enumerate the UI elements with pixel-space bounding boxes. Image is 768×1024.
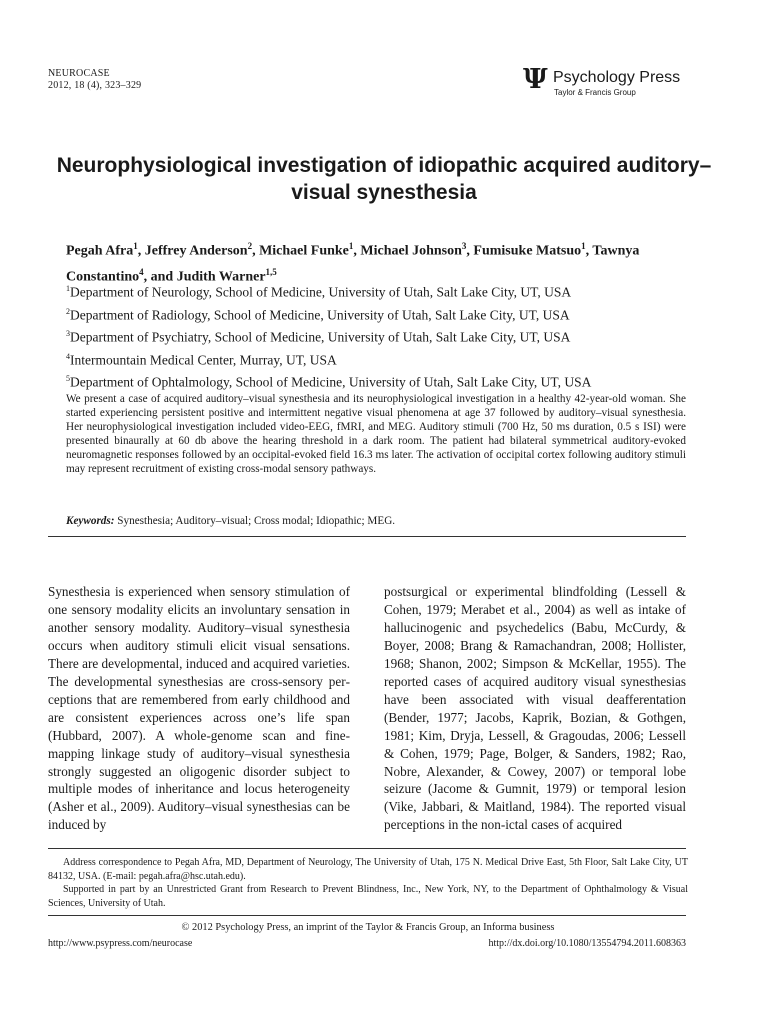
affiliation-text: Department of Ophtalmology, School of Medicine, University of Utah, Salt Lake City, UT, USA	[70, 374, 592, 390]
affiliation-item	[66, 369, 706, 392]
publisher-name: Psychology Press	[553, 69, 681, 86]
correspondence-note: Address correspondence to Pegah Afra, MD, Department of Neurology, The University of Utah, 175 N. Medical Drive East, 5th Floor, Salt Lake City, UT 84132, USA. (E-mail: pegah.afra@hsc.utah.edu).	[48, 857, 688, 882]
author-affiliation-marker: 1	[133, 241, 138, 251]
affiliation-list	[66, 279, 706, 392]
affiliation-marker: 2	[66, 306, 70, 316]
affiliation-marker: 1	[66, 284, 70, 293]
body-column-right: postsurgical or experimental blindfolding (Lessell & Cohen, 1979; Merabet et al., 2004) as well as intake of hallucinogenic and psychedelics (Babu, McCurdy, & Boyer, 2008; Brang & Ramachandran, 2008; Hollister, 1968; Shanon, 2002; Simpson & McKellar, 1955). The reported cases of acquired auditory visual synesthesias have been associated with visual deafferentation (Bender, 1977; Jacobs, Kaprik, Bozian, & Gothgen, 1981; Kim, Dryja, Lessell, & Gragoudas, 2006; Lessell & Cohen, 1979; Page, Bolger, & Sanders, 1982; Rao, Nobre, Alexander, & Cowey, 2007) or temporal lobe seizure (Jacome & Gumnit, 1979) or temporal lesion (Vike, Jabbari, & Maitland, 1984). The reported visual perceptions in the non-ictal cases of acquired	[384, 584, 686, 833]
author-name: Judith Warner	[176, 269, 266, 285]
keywords	[66, 514, 686, 528]
author-separator: ,	[466, 243, 474, 259]
author-separator: ,	[353, 243, 361, 259]
author-affiliation-marker: 1	[581, 241, 586, 251]
affiliation-text: Department of Radiology, School of Medicine, University of Utah, Salt Lake City, UT, USA	[70, 307, 570, 322]
body-column-left: Synesthesia is experienced when sensory stimulation of one sensory modality elicits an involuntary sensation in another sensory modality. Auditory–visual synesthesia occurs when auditory stimuli elicit visual sensations. There are developmental, induced and acquired varieties. The developmental synesthesias are cross-sensory perceptions that are remembered from early childhood and are consistent experiences across one’s life span (Hubbard, 2007). A whole-genome scan and fine-mapping linkage study of auditory–visual synesthesia strongly suggested an oligogenic disorder subject to multiple modes of inheritance and locus heterogeneity (Asher et al., 2009). Auditory–visual synesthesias can be induced by	[48, 584, 350, 833]
author-name: Jeffrey Anderson	[144, 243, 248, 259]
journal-citation	[48, 68, 141, 92]
author-affiliation-marker: 3	[461, 241, 467, 251]
author-separator: , and	[143, 269, 177, 285]
author-affiliation-marker: 4	[139, 266, 144, 277]
author-separator: ,	[252, 243, 260, 259]
journal-url-link[interactable]: http://www.psypress.com/neurocase	[48, 938, 193, 949]
journal-name: NEUROCASE	[48, 68, 110, 79]
author-name: Michael Funke	[259, 243, 349, 259]
keywords-text: Synesthesia; Auditory–visual; Cross modal; Idiopathic; MEG.	[117, 515, 396, 527]
affiliation-text: Department of Psychiatry, School of Medicine, University of Utah, Salt Lake City, UT, USA	[70, 329, 571, 345]
affiliation-item	[66, 302, 706, 325]
divider-line	[48, 848, 686, 849]
author-name: Fumisuke Matsuo	[473, 243, 582, 259]
divider-line	[48, 915, 686, 916]
funding-note: Supported in part by an Unrestricted Grant from Research to Prevent Blindness, Inc., New York, NY, to the Department of Ophthalmology & Visual Sciences, University of Utah.	[48, 884, 688, 909]
abstract: We present a case of acquired auditory–visual synesthesia and its neurophysiological investigation in a healthy 42-year-old woman. She started experiencing persistent positive and intermittent negative visual phenomena at age 37 followed by auditory–visual synesthesia. Her neurophysiological investigation included video-EEG, fMRI, and MEG. Auditory stimuli (700 Hz, 50 ms duration, 0.5 s ISI) were presented binaurally at 60 db above the hearing threshold in a dark room. The patient had bilateral symmetrical auditory-evoked neuromagnetic responses followed by an occipital-evoked field 16.3 ms later. The activation of occipital cortex following auditory stimuli may represent recruitment of existing cross-modal sensory pathways.	[66, 393, 686, 476]
author-affiliation-marker: 2	[247, 241, 253, 251]
journal-issue: 2012, 18 (4), 323–329	[48, 80, 142, 91]
author-name: Michael Johnson	[360, 243, 462, 259]
affiliation-item	[66, 347, 706, 370]
keywords-label: Keywords:	[66, 515, 115, 527]
affiliation-marker: 4	[66, 351, 70, 361]
affiliation-text: Department of Neurology, School of Medicine, University of Utah, Salt Lake City, UT, USA	[70, 284, 572, 300]
footnotes	[48, 856, 688, 910]
article-title: Neurophysiological investigation of idiopathic acquired auditory–visual synesthesia	[56, 154, 712, 204]
psi-logo-icon: Ψ	[523, 64, 548, 95]
affiliation-marker: 5	[66, 374, 70, 383]
affiliation-item	[66, 279, 706, 302]
affiliation-text: Intermountain Medical Center, Murray, UT, USA	[70, 352, 337, 367]
author-separator: ,	[585, 243, 593, 259]
author-separator: ,	[137, 243, 145, 259]
author-affiliation-marker: 1	[348, 241, 354, 251]
divider-line	[48, 536, 686, 537]
affiliation-marker: 3	[66, 329, 70, 338]
author-name: Pegah Afra	[66, 243, 134, 259]
publisher-group: Taylor & Francis Group	[554, 88, 636, 97]
affiliation-item	[66, 324, 706, 347]
doi-link[interactable]: http://dx.doi.org/10.1080/13554794.2011.608363	[488, 938, 686, 949]
copyright-notice: © 2012 Psychology Press, an imprint of the Taylor & Francis Group, an Informa business	[181, 922, 555, 933]
author-name: Tawnya Constantino	[66, 243, 640, 285]
author-affiliation-marker: 1,5	[265, 266, 277, 277]
